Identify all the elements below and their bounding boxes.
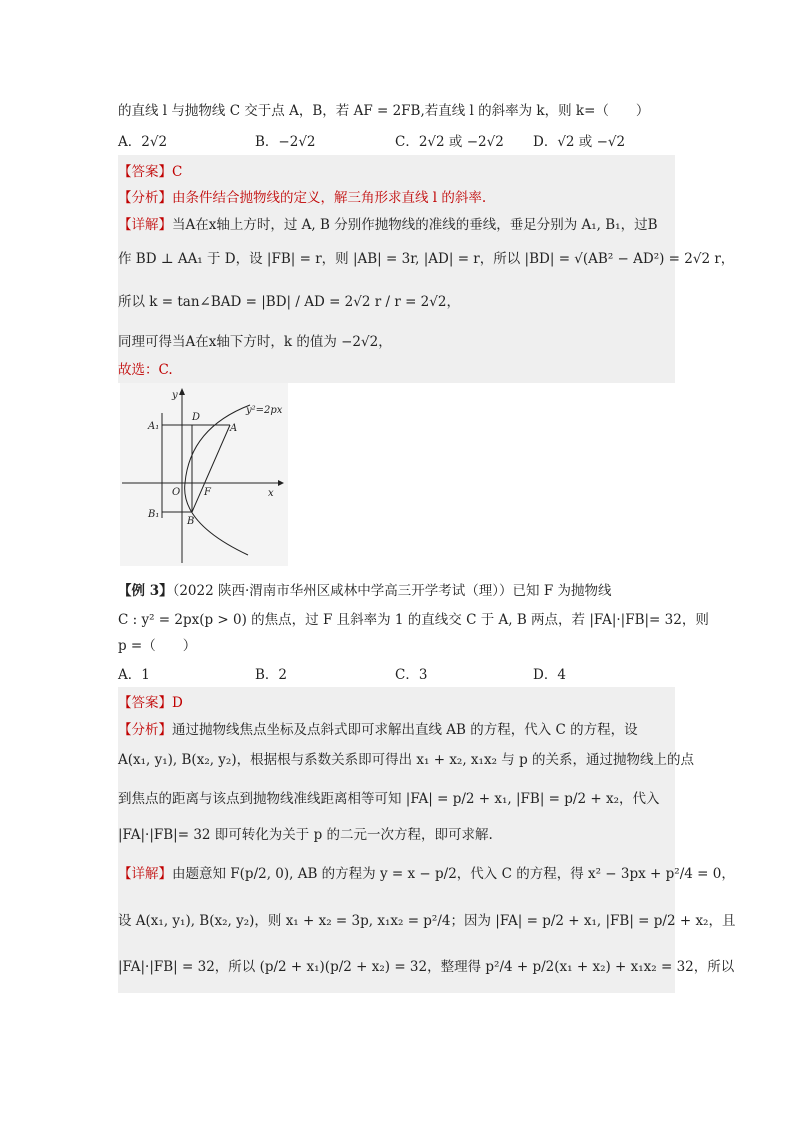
option-b: B．−2√2	[255, 134, 316, 150]
example-3-line-1: 【例 3】（2022 陕西·渭南市华州区咸林中学高三开学考试（理））已知 F 为抛物线	[118, 583, 612, 599]
label-b: B	[187, 516, 195, 527]
detail-line-2a: 【详解】由题意知 F(p/2, 0), AB 的方程为 y = x − p/2，代入 C 的方程，得 x² − 3px + p²/4 = 0，	[118, 866, 735, 882]
detail-line-3: 所以 k = tan∠BAD = |BD| / AD = 2√2 r / r = 2√2，	[118, 294, 460, 310]
ex3-option-c: C．3	[395, 667, 428, 683]
choose-line-1: 故选：C.	[118, 362, 173, 378]
y-axis-arrow	[179, 388, 185, 395]
label-curve: y²=2px	[246, 405, 283, 416]
analysis-line-1: 【分析】由条件结合抛物线的定义，解三角形求直线 l 的斜率.	[118, 190, 487, 206]
detail-line-1: 【详解】当A在x轴上方时，过 A, B 分别作抛物线的准线的垂线，垂足分别为 A₁, B₁，过B	[118, 217, 658, 233]
detail-line-2: 作 BD ⊥ AA₁ 于 D，设 |FB| = r，则 |AB| = 3r, |AD| = r，所以 |BD| = √(AB² − AD²) = 2√2 r，	[118, 251, 735, 267]
ex3-option-b: B．2	[255, 667, 288, 683]
line-ab	[192, 425, 230, 512]
analysis-line-2b: A(x₁, y₁), B(x₂, y₂)，根据根与系数关系即可得出 x₁ + x₂, x₁x₂ 与 p 的关系，通过抛物线上的点	[118, 752, 694, 768]
example-3-line-2: C : y² = 2px(p > 0) 的焦点，过 F 且斜率为 1 的直线交 C 于 A, B 两点，若 |FA|·|FB|= 32，则	[118, 612, 709, 628]
detail-line-4: 同理可得当A在x轴下方时，k 的值为 −2√2，	[118, 334, 392, 350]
label-d: D	[192, 412, 201, 423]
answer-line-2: 【答案】D	[118, 695, 183, 711]
detail-line-2b: 设 A(x₁, y₁), B(x₂, y₂)，则 x₁ + x₂ = 3p, x₁x₂ = p²/4；因为 |FA| = p/2 + x₁, |FB| = p/2 + x₂，且	[118, 913, 736, 929]
analysis-line-2c: 到焦点的距离与该点到抛物线准线距离相等可知 |FA| = p/2 + x₁, |FB| = p/2 + x₂，代入	[118, 791, 660, 807]
option-a: A．2√2	[118, 134, 168, 150]
question-stem: 的直线 l 与抛物线 C 交于点 A，B，若 AF = 2FB,若直线 l 的斜率为 k，则 k=（ ）	[118, 103, 650, 119]
option-d: D．√2 或 −√2	[533, 134, 626, 150]
label-o: O	[172, 487, 181, 498]
x-axis-arrow	[278, 480, 284, 486]
label-a: A	[230, 423, 238, 434]
analysis-line-2d: |FA|·|FB|= 32 即可转化为关于 p 的二元一次方程，即可求解.	[118, 827, 493, 843]
ex3-option-d: D．4	[533, 667, 566, 683]
label-x: x	[268, 488, 274, 499]
label-a1: A₁	[148, 421, 160, 432]
analysis-line-2a: 【分析】通过抛物线焦点坐标及点斜式即可求解出直线 AB 的方程，代入 C 的方程，设	[118, 722, 638, 738]
option-c: C．2√2 或 −2√2	[395, 134, 504, 150]
detail-line-2c: |FA|·|FB| = 32，所以 (p/2 + x₁)(p/2 + x₂) = 32，整理得 p²/4 + p/2(x₁ + x₂) + x₁x₂ = 32，所以	[118, 959, 735, 975]
answer-line-1: 【答案】C	[118, 164, 183, 180]
parabola-curve	[185, 405, 250, 555]
parabola-figure	[120, 383, 288, 566]
example-3-line-3: p =（ ）	[118, 638, 197, 654]
label-y: y	[172, 390, 178, 401]
ex3-option-a: A．1	[118, 667, 150, 683]
label-b1: B₁	[148, 509, 160, 520]
label-f: F	[204, 487, 211, 498]
parabola-diagram	[120, 383, 288, 566]
